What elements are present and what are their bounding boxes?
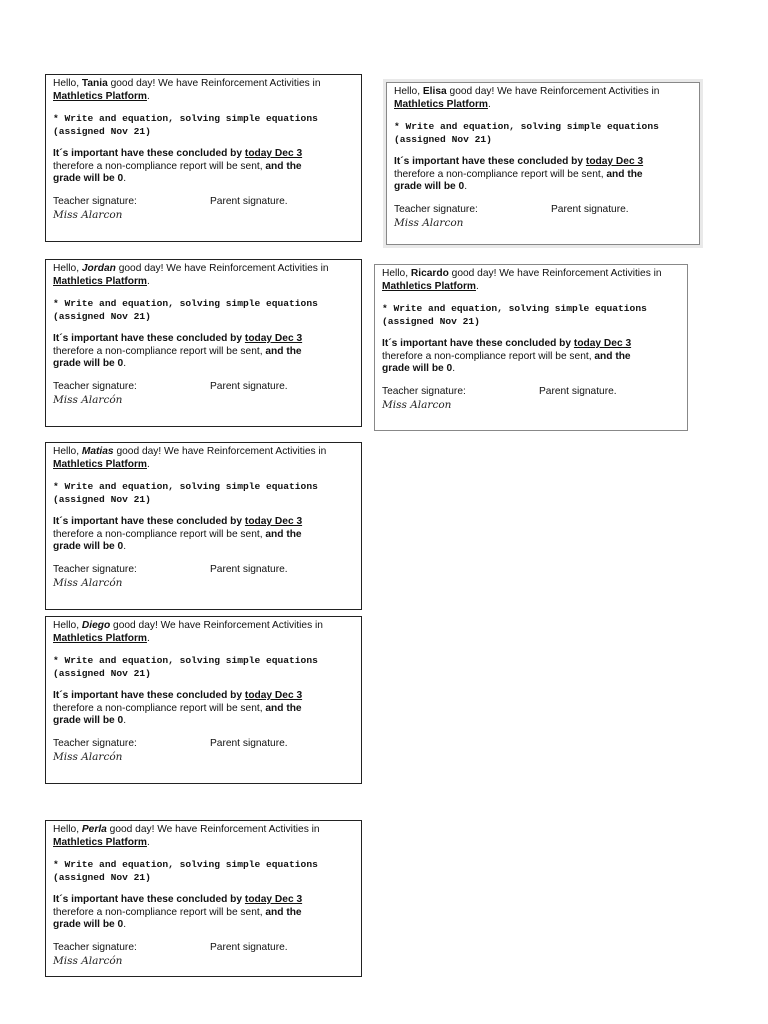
grade-warning: grade will be 0 bbox=[53, 715, 124, 727]
greeting-line bbox=[53, 446, 354, 459]
task-line-2: (assigned Nov 21) bbox=[53, 667, 151, 679]
platform-line bbox=[382, 281, 680, 294]
warning-lead: It´s important have these concluded by bbox=[394, 156, 584, 167]
warning-end: and the bbox=[265, 160, 302, 172]
teacher-signature-label: Teacher signature: bbox=[53, 563, 137, 575]
teacher-signature-label: Teacher signature: bbox=[382, 385, 466, 397]
warning-lead: It´s important have these concluded by bbox=[53, 894, 243, 905]
student-name: Tania bbox=[81, 78, 108, 89]
task-line-1: * Write and equation, solving simple equations bbox=[53, 655, 318, 667]
student-name: Diego bbox=[81, 620, 111, 631]
intro-text: good day! We have Reinforcement Activities in bbox=[451, 268, 662, 279]
grade-warning: grade will be 0 bbox=[394, 181, 465, 193]
greeting: Hello, bbox=[394, 86, 421, 97]
warning-end: and the bbox=[594, 350, 631, 362]
greeting-line bbox=[53, 620, 354, 633]
parent-signature-label: Parent signature. bbox=[210, 941, 288, 953]
warning-lead: It´s important have these concluded by bbox=[53, 148, 243, 159]
warning-block bbox=[394, 156, 692, 194]
signature-row bbox=[382, 386, 680, 399]
platform-name: Mathletics Platform bbox=[53, 90, 147, 102]
teacher-signature: Miss Alarcón bbox=[53, 394, 123, 407]
note-ricardo bbox=[374, 264, 688, 431]
warning-middle: therefore a non-compliance report will be sent, bbox=[53, 345, 263, 357]
due-date: today Dec 3 bbox=[573, 338, 632, 349]
teacher-signature-label: Teacher signature: bbox=[53, 195, 137, 207]
signature-row bbox=[53, 381, 354, 394]
task-line-2: (assigned Nov 21) bbox=[53, 125, 151, 137]
note-matias bbox=[45, 442, 362, 610]
task-line-1: * Write and equation, solving simple equations bbox=[53, 113, 318, 125]
warning-middle: therefore a non-compliance report will be sent, bbox=[53, 160, 263, 172]
task-line-2: (assigned Nov 21) bbox=[382, 315, 480, 327]
teacher-signature-label: Teacher signature: bbox=[394, 203, 478, 215]
grade-warning: grade will be 0 bbox=[53, 173, 124, 185]
due-date: today Dec 3 bbox=[244, 690, 303, 701]
warning-end: and the bbox=[265, 906, 302, 918]
platform-period: . bbox=[146, 632, 150, 644]
due-date: today Dec 3 bbox=[244, 516, 303, 527]
warning-block bbox=[53, 516, 354, 554]
due-date: today Dec 3 bbox=[244, 894, 303, 905]
task-line-1: * Write and equation, solving simple equations bbox=[53, 298, 318, 310]
warning-middle: therefore a non-compliance report will be sent, bbox=[53, 906, 263, 918]
platform-name: Mathletics Platform bbox=[382, 280, 476, 292]
task-line-2: (assigned Nov 21) bbox=[53, 310, 151, 322]
greeting: Hello, bbox=[53, 824, 80, 835]
parent-signature-label: Parent signature. bbox=[539, 385, 617, 397]
due-date: today Dec 3 bbox=[244, 148, 303, 159]
parent-signature-label: Parent signature. bbox=[210, 195, 288, 207]
greeting: Hello, bbox=[53, 263, 80, 274]
greeting: Hello, bbox=[382, 268, 409, 279]
note-tania bbox=[45, 74, 362, 242]
student-name: Matias bbox=[81, 446, 114, 457]
greeting-line bbox=[394, 86, 692, 99]
warning-period: . bbox=[123, 173, 127, 185]
task-line-1: * Write and equation, solving simple equations bbox=[382, 303, 647, 315]
grade-warning: grade will be 0 bbox=[382, 363, 453, 375]
warning-lead: It´s important have these concluded by bbox=[382, 338, 572, 349]
signature-row bbox=[53, 564, 354, 577]
student-name: Jordan bbox=[81, 263, 116, 274]
teacher-signature: Miss Alarcon bbox=[53, 209, 123, 222]
platform-line bbox=[53, 459, 354, 472]
task-line-1: * Write and equation, solving simple equations bbox=[53, 481, 318, 493]
warning-block bbox=[382, 338, 680, 376]
warning-period: . bbox=[452, 363, 456, 375]
warning-end: and the bbox=[265, 702, 302, 714]
platform-period: . bbox=[146, 90, 150, 102]
teacher-signature-label: Teacher signature: bbox=[53, 941, 137, 953]
warning-block bbox=[53, 690, 354, 728]
platform-name: Mathletics Platform bbox=[53, 632, 147, 644]
platform-name: Mathletics Platform bbox=[53, 275, 147, 287]
signature-row bbox=[53, 738, 354, 751]
task-line-1: * Write and equation, solving simple equations bbox=[394, 121, 659, 133]
platform-period: . bbox=[487, 98, 491, 110]
platform-period: . bbox=[146, 275, 150, 287]
platform-period: . bbox=[146, 458, 150, 470]
parent-signature-label: Parent signature. bbox=[210, 737, 288, 749]
warning-period: . bbox=[123, 919, 127, 931]
platform-name: Mathletics Platform bbox=[53, 836, 147, 848]
teacher-signature-label: Teacher signature: bbox=[53, 380, 137, 392]
warning-period: . bbox=[123, 715, 127, 727]
task-line-1: * Write and equation, solving simple equations bbox=[53, 859, 318, 871]
warning-middle: therefore a non-compliance report will be sent, bbox=[394, 168, 604, 180]
warning-period: . bbox=[123, 541, 127, 553]
warning-middle: therefore a non-compliance report will be sent, bbox=[53, 702, 263, 714]
platform-line bbox=[53, 276, 354, 289]
platform-line bbox=[394, 99, 692, 112]
warning-block bbox=[53, 333, 354, 371]
task-line-2: (assigned Nov 21) bbox=[394, 133, 492, 145]
signature-row bbox=[394, 204, 692, 217]
due-date: today Dec 3 bbox=[244, 333, 303, 344]
grade-warning: grade will be 0 bbox=[53, 541, 124, 553]
teacher-signature: Miss Alarcon bbox=[382, 399, 452, 412]
warning-period: . bbox=[123, 358, 127, 370]
warning-end: and the bbox=[265, 345, 302, 357]
platform-name: Mathletics Platform bbox=[394, 98, 488, 110]
student-name: Perla bbox=[81, 824, 107, 835]
teacher-signature: Miss Alarcón bbox=[53, 751, 123, 764]
teacher-signature: Miss Alarcon bbox=[394, 217, 464, 230]
task-block bbox=[382, 303, 680, 328]
warning-lead: It´s important have these concluded by bbox=[53, 333, 243, 344]
intro-text: good day! We have Reinforcement Activities in bbox=[116, 446, 327, 457]
parent-signature-label: Parent signature. bbox=[210, 563, 288, 575]
grade-warning: grade will be 0 bbox=[53, 919, 124, 931]
note-diego bbox=[45, 616, 362, 784]
warning-lead: It´s important have these concluded by bbox=[53, 690, 243, 701]
teacher-signature-label: Teacher signature: bbox=[53, 737, 137, 749]
task-block bbox=[53, 113, 354, 138]
warning-period: . bbox=[464, 181, 468, 193]
task-block bbox=[53, 859, 354, 884]
task-line-2: (assigned Nov 21) bbox=[53, 493, 151, 505]
warning-middle: therefore a non-compliance report will be sent, bbox=[382, 350, 592, 362]
student-name: Elisa bbox=[422, 86, 447, 97]
intro-text: good day! We have Reinforcement Activities in bbox=[113, 620, 323, 631]
student-name: Ricardo bbox=[410, 268, 449, 279]
greeting: Hello, bbox=[53, 78, 80, 89]
warning-middle: therefore a non-compliance report will be sent, bbox=[53, 528, 263, 540]
intro-text: good day! We have Reinforcement Activities in bbox=[109, 824, 320, 835]
platform-period: . bbox=[475, 280, 479, 292]
warning-lead: It´s important have these concluded by bbox=[53, 516, 243, 527]
signature-row bbox=[53, 942, 354, 955]
due-date: today Dec 3 bbox=[585, 156, 644, 167]
note-elisa bbox=[386, 82, 700, 245]
intro-text: good day! We have Reinforcement Activities in bbox=[449, 86, 660, 97]
intro-text: good day! We have Reinforcement Activities in bbox=[110, 78, 321, 89]
greeting-line bbox=[53, 824, 354, 837]
platform-line bbox=[53, 91, 354, 104]
warning-end: and the bbox=[606, 168, 643, 180]
greeting: Hello, bbox=[53, 620, 80, 631]
greeting: Hello, bbox=[53, 446, 80, 457]
task-line-2: (assigned Nov 21) bbox=[53, 871, 151, 883]
teacher-signature: Miss Alarcón bbox=[53, 955, 123, 968]
task-block bbox=[394, 121, 692, 146]
warning-block bbox=[53, 894, 354, 932]
platform-line bbox=[53, 837, 354, 850]
task-block bbox=[53, 655, 354, 680]
teacher-signature: Miss Alarcón bbox=[53, 577, 123, 590]
note-jordan bbox=[45, 259, 362, 427]
greeting-line bbox=[53, 263, 354, 276]
greeting-line bbox=[382, 268, 680, 281]
parent-signature-label: Parent signature. bbox=[210, 380, 288, 392]
task-block bbox=[53, 481, 354, 506]
parent-signature-label: Parent signature. bbox=[551, 203, 629, 215]
warning-end: and the bbox=[265, 528, 302, 540]
note-perla bbox=[45, 820, 362, 977]
greeting-line bbox=[53, 78, 354, 91]
platform-line bbox=[53, 633, 354, 646]
grade-warning: grade will be 0 bbox=[53, 358, 124, 370]
warning-block bbox=[53, 148, 354, 186]
platform-period: . bbox=[146, 836, 150, 848]
task-block bbox=[53, 298, 354, 323]
platform-name: Mathletics Platform bbox=[53, 458, 147, 470]
signature-row bbox=[53, 196, 354, 209]
intro-text: good day! We have Reinforcement Activities in bbox=[118, 263, 329, 274]
